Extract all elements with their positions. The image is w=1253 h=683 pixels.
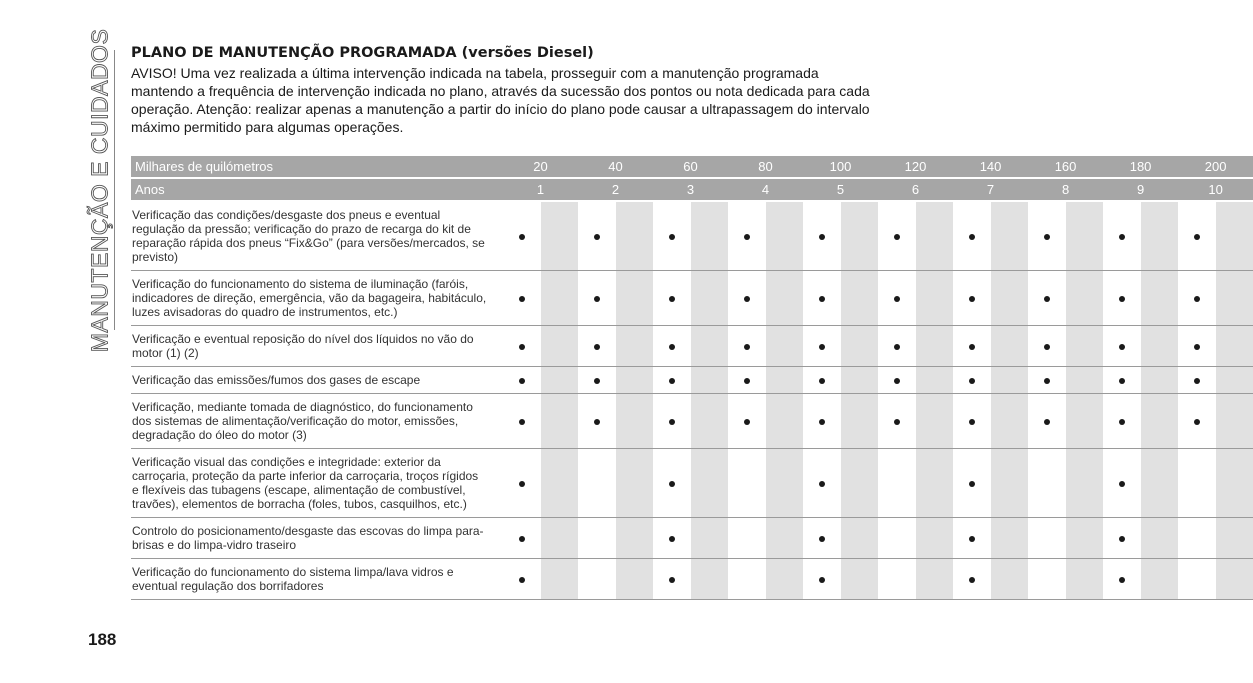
interval-cell — [953, 394, 991, 449]
row-gap — [491, 449, 503, 518]
interval-strip — [766, 367, 804, 394]
page-number: 188 — [88, 630, 117, 649]
scheduled-dot-icon — [1044, 234, 1050, 240]
interval-strip — [541, 518, 579, 559]
interval-strip — [841, 518, 879, 559]
scheduled-dot-icon — [1194, 344, 1200, 350]
interval-strip — [766, 518, 804, 559]
interval-cell — [803, 449, 841, 518]
interval-cell — [503, 201, 541, 271]
interval-strip — [541, 367, 579, 394]
operation-description: Verificação das emissões/fumos dos gases de escape — [131, 367, 491, 394]
interval-strip — [1066, 449, 1104, 518]
scheduled-dot-icon — [1044, 296, 1050, 302]
interval-strip — [916, 559, 954, 600]
interval-cell — [578, 394, 616, 449]
interval-cell — [578, 449, 616, 518]
interval-strip — [1141, 201, 1179, 271]
scheduled-dot-icon — [669, 577, 675, 583]
interval-strip — [841, 326, 879, 367]
scheduled-dot-icon — [1194, 296, 1200, 302]
interval-strip — [1141, 518, 1179, 559]
interval-cell — [578, 271, 616, 326]
scheduled-dot-icon — [669, 481, 675, 487]
scheduled-dot-icon — [519, 234, 525, 240]
interval-strip — [1141, 394, 1179, 449]
scheduled-dot-icon — [669, 296, 675, 302]
interval-strip — [841, 394, 879, 449]
interval-cell — [1178, 367, 1216, 394]
scheduled-dot-icon — [519, 378, 525, 384]
years-header-cell: 6 — [878, 178, 953, 201]
operation-description: Verificação e eventual reposição do nível dos líquidos no vão do motor (1) (2) — [131, 326, 491, 367]
scheduled-dot-icon — [744, 296, 750, 302]
km-header-cell: 140 — [953, 156, 1028, 178]
interval-cell — [953, 367, 991, 394]
interval-strip — [991, 449, 1029, 518]
interval-strip — [691, 518, 729, 559]
interval-cell — [1178, 394, 1216, 449]
interval-cell — [1103, 367, 1141, 394]
scheduled-dot-icon — [894, 344, 900, 350]
scheduled-dot-icon — [819, 536, 825, 542]
table-row — [131, 367, 1253, 394]
scheduled-dot-icon — [1119, 536, 1125, 542]
scheduled-dot-icon — [1044, 344, 1050, 350]
scheduled-dot-icon — [519, 344, 525, 350]
scheduled-dot-icon — [819, 344, 825, 350]
interval-cell — [503, 367, 541, 394]
interval-cell — [1178, 271, 1216, 326]
interval-cell — [578, 367, 616, 394]
interval-cell — [653, 201, 691, 271]
interval-strip — [541, 394, 579, 449]
scheduled-dot-icon — [594, 378, 600, 384]
table-row — [131, 394, 1253, 449]
years-header-cell: 2 — [578, 178, 653, 201]
scheduled-dot-icon — [1119, 481, 1125, 487]
interval-cell — [728, 449, 766, 518]
interval-cell — [503, 326, 541, 367]
scheduled-dot-icon — [1119, 378, 1125, 384]
scheduled-dot-icon — [1044, 378, 1050, 384]
interval-cell — [878, 559, 916, 600]
years-header-label: Anos — [131, 178, 491, 201]
interval-strip — [1066, 271, 1104, 326]
scheduled-dot-icon — [594, 344, 600, 350]
interval-strip — [766, 326, 804, 367]
interval-strip — [616, 518, 654, 559]
interval-cell — [803, 518, 841, 559]
scheduled-dot-icon — [744, 234, 750, 240]
interval-strip — [1066, 394, 1104, 449]
header-gap — [491, 178, 503, 201]
scheduled-dot-icon — [819, 481, 825, 487]
interval-cell — [1178, 449, 1216, 518]
scheduled-dot-icon — [1119, 419, 1125, 425]
sidebar-chapter-title-text: MANUTENÇÃO E CUIDADOS — [86, 28, 113, 353]
interval-cell — [653, 326, 691, 367]
scheduled-dot-icon — [1119, 234, 1125, 240]
interval-strip — [916, 271, 954, 326]
years-header-cell: 1 — [503, 178, 578, 201]
interval-strip — [1066, 518, 1104, 559]
table-row — [131, 271, 1253, 326]
interval-cell — [803, 559, 841, 600]
interval-strip — [616, 449, 654, 518]
interval-cell — [1103, 559, 1141, 600]
years-header-cell: 10 — [1178, 178, 1253, 201]
interval-cell — [878, 449, 916, 518]
interval-strip — [766, 394, 804, 449]
table-row — [131, 559, 1253, 600]
interval-cell — [1028, 449, 1066, 518]
scheduled-dot-icon — [594, 234, 600, 240]
interval-cell — [728, 559, 766, 600]
interval-strip — [991, 367, 1029, 394]
interval-cell — [1103, 394, 1141, 449]
interval-cell — [1103, 518, 1141, 559]
interval-cell — [953, 559, 991, 600]
interval-strip — [541, 449, 579, 518]
row-gap — [491, 201, 503, 271]
scheduled-dot-icon — [894, 378, 900, 384]
interval-strip — [1141, 449, 1179, 518]
interval-cell — [803, 201, 841, 271]
maintenance-table-body — [131, 201, 1253, 600]
scheduled-dot-icon — [969, 344, 975, 350]
scheduled-dot-icon — [669, 344, 675, 350]
interval-strip — [1066, 367, 1104, 394]
scheduled-dot-icon — [519, 536, 525, 542]
scheduled-dot-icon — [1194, 419, 1200, 425]
interval-cell — [503, 271, 541, 326]
interval-strip — [1216, 559, 1253, 600]
operation-description: Verificação do funcionamento do sistema de iluminação (faróis, indicadores de direção, emergência, vão da bagageira, habitáculo, luzes avisadoras do quadro de instrumentos, etc.) — [131, 271, 491, 326]
years-header-cell: 8 — [1028, 178, 1103, 201]
km-header-cell: 40 — [578, 156, 653, 178]
interval-cell — [1178, 559, 1216, 600]
interval-strip — [691, 367, 729, 394]
interval-cell — [878, 326, 916, 367]
interval-strip — [541, 559, 579, 600]
intro-paragraph: AVISO! Uma vez realizada a última intervenção indicada na tabela, prosseguir com a manutenção programada mantendo a frequência de intervenção indicada no plano, através da sucessão dos pontos ou nota dedicada para cada operação. Atenção: realizar apenas a manutenção a partir do início do plano pode causar a ultrapassagem do intervalo máximo permitido para algumas operações. — [131, 65, 870, 135]
interval-cell — [953, 326, 991, 367]
scheduled-dot-icon — [744, 378, 750, 384]
km-header-cell: 60 — [653, 156, 728, 178]
interval-cell — [953, 518, 991, 559]
km-header-row — [131, 156, 1253, 178]
interval-cell — [728, 394, 766, 449]
interval-strip — [916, 394, 954, 449]
interval-cell — [653, 518, 691, 559]
interval-cell — [1028, 326, 1066, 367]
km-header-cell: 80 — [728, 156, 803, 178]
years-header-cell: 7 — [953, 178, 1028, 201]
row-gap — [491, 394, 503, 449]
interval-strip — [691, 449, 729, 518]
table-row — [131, 518, 1253, 559]
interval-cell — [1028, 367, 1066, 394]
interval-cell — [1103, 271, 1141, 326]
operation-description: Verificação, mediante tomada de diagnóstico, do funcionamento dos sistemas de alimentação/verificação do motor, emissões, degradação do óleo do motor (3) — [131, 394, 491, 449]
scheduled-dot-icon — [819, 378, 825, 384]
scheduled-dot-icon — [744, 419, 750, 425]
scheduled-dot-icon — [1194, 378, 1200, 384]
interval-cell — [1028, 271, 1066, 326]
interval-strip — [916, 201, 954, 271]
scheduled-dot-icon — [669, 536, 675, 542]
interval-cell — [1103, 449, 1141, 518]
interval-strip — [691, 326, 729, 367]
interval-strip — [691, 271, 729, 326]
interval-strip — [691, 394, 729, 449]
interval-strip — [841, 559, 879, 600]
interval-strip — [1216, 449, 1253, 518]
scheduled-dot-icon — [519, 419, 525, 425]
table-row — [131, 326, 1253, 367]
interval-strip — [841, 367, 879, 394]
scheduled-dot-icon — [969, 378, 975, 384]
interval-strip — [616, 201, 654, 271]
scheduled-dot-icon — [594, 419, 600, 425]
interval-strip — [541, 326, 579, 367]
scheduled-dot-icon — [1119, 344, 1125, 350]
scheduled-dot-icon — [1194, 234, 1200, 240]
scheduled-dot-icon — [519, 296, 525, 302]
scheduled-dot-icon — [969, 419, 975, 425]
section-heading: PLANO DE MANUTENÇÃO PROGRAMADA (versões Diesel) — [131, 45, 594, 61]
scheduled-dot-icon — [894, 234, 900, 240]
interval-cell — [803, 394, 841, 449]
interval-cell — [878, 201, 916, 271]
interval-cell — [953, 449, 991, 518]
scheduled-dot-icon — [1044, 419, 1050, 425]
scheduled-dot-icon — [894, 296, 900, 302]
interval-cell — [1028, 559, 1066, 600]
interval-cell — [578, 201, 616, 271]
row-gap — [491, 518, 503, 559]
interval-cell — [503, 518, 541, 559]
scheduled-dot-icon — [969, 481, 975, 487]
interval-cell — [1178, 326, 1216, 367]
km-header-cell: 200 — [1178, 156, 1253, 178]
km-header-cell: 120 — [878, 156, 953, 178]
interval-cell — [1178, 518, 1216, 559]
interval-cell — [653, 559, 691, 600]
interval-cell — [503, 449, 541, 518]
interval-cell — [728, 326, 766, 367]
sidebar-chapter-title — [82, 28, 118, 353]
interval-strip — [616, 326, 654, 367]
interval-strip — [1216, 271, 1253, 326]
km-header-cell: 100 — [803, 156, 878, 178]
interval-cell — [578, 326, 616, 367]
scheduled-dot-icon — [969, 296, 975, 302]
scheduled-dot-icon — [894, 419, 900, 425]
interval-cell — [878, 367, 916, 394]
interval-strip — [916, 449, 954, 518]
header-gap — [491, 156, 503, 178]
interval-cell — [878, 394, 916, 449]
interval-strip — [616, 271, 654, 326]
scheduled-dot-icon — [1119, 296, 1125, 302]
interval-strip — [1141, 367, 1179, 394]
interval-strip — [1216, 326, 1253, 367]
interval-strip — [691, 559, 729, 600]
interval-cell — [803, 367, 841, 394]
operation-description: Controlo do posicionamento/desgaste das escovas do limpa para-brisas e do limpa-vidro traseiro — [131, 518, 491, 559]
scheduled-dot-icon — [819, 296, 825, 302]
interval-cell — [1103, 201, 1141, 271]
interval-strip — [991, 518, 1029, 559]
interval-cell — [803, 326, 841, 367]
operation-description: Verificação das condições/desgaste dos pneus e eventual regulação da pressão; verificação do prazo de recarga do kit de reparação rápida dos pneus “Fix&Go” (para versões/mercados, se previsto) — [131, 201, 491, 271]
operation-description: Verificação do funcionamento do sistema limpa/lava vidros e eventual regulação dos borrifadores — [131, 559, 491, 600]
interval-strip — [541, 271, 579, 326]
interval-cell — [878, 271, 916, 326]
scheduled-dot-icon — [669, 378, 675, 384]
row-gap — [491, 559, 503, 600]
interval-strip — [1066, 201, 1104, 271]
interval-strip — [841, 271, 879, 326]
interval-cell — [728, 201, 766, 271]
sidebar-divider — [114, 50, 115, 330]
years-header-row — [131, 178, 1253, 201]
interval-strip — [916, 518, 954, 559]
scheduled-dot-icon — [819, 234, 825, 240]
interval-strip — [916, 326, 954, 367]
interval-strip — [991, 201, 1029, 271]
interval-cell — [1028, 394, 1066, 449]
scheduled-dot-icon — [1119, 577, 1125, 583]
interval-strip — [1066, 326, 1104, 367]
km-header-cell: 160 — [1028, 156, 1103, 178]
interval-strip — [841, 201, 879, 271]
interval-cell — [653, 271, 691, 326]
interval-strip — [691, 201, 729, 271]
interval-strip — [766, 201, 804, 271]
scheduled-dot-icon — [819, 419, 825, 425]
interval-strip — [766, 559, 804, 600]
scheduled-dot-icon — [819, 577, 825, 583]
interval-strip — [1216, 367, 1253, 394]
interval-cell — [653, 394, 691, 449]
scheduled-dot-icon — [744, 344, 750, 350]
interval-strip — [766, 271, 804, 326]
interval-cell — [653, 449, 691, 518]
scheduled-dot-icon — [969, 234, 975, 240]
interval-cell — [803, 271, 841, 326]
interval-strip — [991, 559, 1029, 600]
interval-strip — [1141, 559, 1179, 600]
interval-cell — [953, 271, 991, 326]
interval-cell — [953, 201, 991, 271]
interval-strip — [1216, 394, 1253, 449]
interval-strip — [991, 326, 1029, 367]
interval-cell — [578, 518, 616, 559]
scheduled-dot-icon — [594, 296, 600, 302]
km-header-cell: 180 — [1103, 156, 1178, 178]
interval-strip — [616, 367, 654, 394]
interval-cell — [503, 559, 541, 600]
interval-cell — [878, 518, 916, 559]
maintenance-table — [131, 156, 1253, 600]
years-header-cell: 9 — [1103, 178, 1178, 201]
interval-strip — [766, 449, 804, 518]
row-gap — [491, 326, 503, 367]
interval-cell — [728, 367, 766, 394]
interval-strip — [1216, 201, 1253, 271]
interval-cell — [1103, 326, 1141, 367]
row-gap — [491, 271, 503, 326]
operation-description: Verificação visual das condições e integridade: exterior da carroçaria, proteção da parte inferior da carroçaria, troços rígidos e flexíveis das tubagens (escape, alimentação de combustível, travões), elementos de borracha (foles, tubos, casquilhos, etc.) — [131, 449, 491, 518]
interval-strip — [616, 559, 654, 600]
km-header-cell: 20 — [503, 156, 578, 178]
scheduled-dot-icon — [669, 234, 675, 240]
row-gap — [491, 367, 503, 394]
km-header-label: Milhares de quilómetros — [131, 156, 491, 178]
interval-cell — [1178, 201, 1216, 271]
years-header-cell: 4 — [728, 178, 803, 201]
interval-cell — [578, 559, 616, 600]
scheduled-dot-icon — [969, 577, 975, 583]
interval-strip — [991, 271, 1029, 326]
interval-cell — [728, 271, 766, 326]
interval-strip — [541, 201, 579, 271]
interval-strip — [616, 394, 654, 449]
interval-strip — [1066, 559, 1104, 600]
table-row — [131, 201, 1253, 271]
maintenance-table-wrapper — [131, 156, 1227, 600]
interval-strip — [991, 394, 1029, 449]
scheduled-dot-icon — [519, 577, 525, 583]
interval-strip — [1141, 326, 1179, 367]
interval-cell — [728, 518, 766, 559]
years-header-cell: 5 — [803, 178, 878, 201]
interval-cell — [503, 394, 541, 449]
interval-strip — [916, 367, 954, 394]
interval-cell — [1028, 518, 1066, 559]
interval-strip — [1216, 518, 1253, 559]
interval-cell — [1028, 201, 1066, 271]
interval-strip — [841, 449, 879, 518]
interval-strip — [1141, 271, 1179, 326]
table-row — [131, 449, 1253, 518]
scheduled-dot-icon — [669, 419, 675, 425]
years-header-cell: 3 — [653, 178, 728, 201]
interval-cell — [653, 367, 691, 394]
scheduled-dot-icon — [969, 536, 975, 542]
scheduled-dot-icon — [519, 481, 525, 487]
